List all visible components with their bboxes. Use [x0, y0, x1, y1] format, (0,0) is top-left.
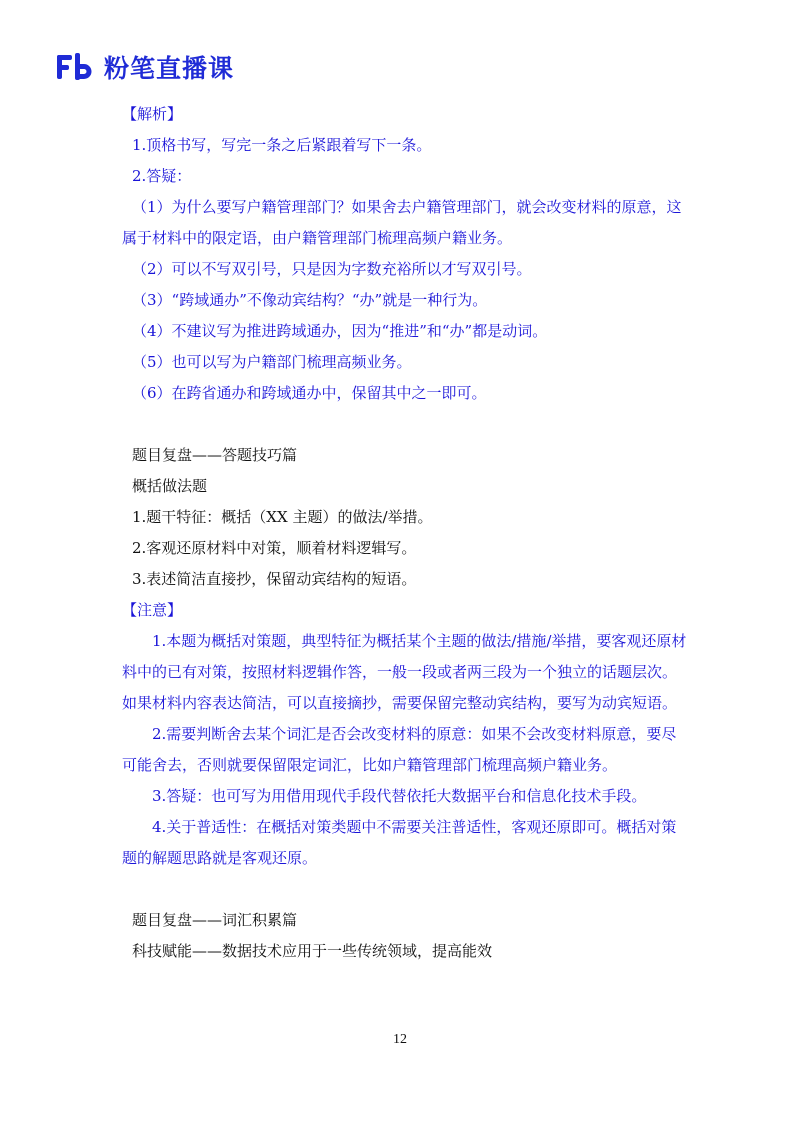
note-paragraph: 4.关于普适性：在概括对策类题中不需要关注普适性，客观还原即可。概括对策题的解题思路就是客观还原。 [122, 818, 677, 867]
spacer [122, 874, 690, 905]
page-number: 12 [393, 1032, 407, 1047]
brand-name: 粉笔直播课 [104, 54, 235, 83]
document-body [122, 99, 690, 967]
fb-logo-icon [56, 52, 94, 82]
section-subtitle: 概括做法题 [132, 477, 208, 495]
vocab-line: 科技赋能——数据技术应用于一些传统领域，提高能效 [132, 942, 493, 960]
analysis-sub-item: （1）为什么要写户籍管理部门？如果舍去户籍管理部门，就会改变材料的原意，这属于材料中的限定语，由户籍管理部门梳理高频户籍业务。 [122, 198, 682, 247]
spacer [122, 409, 690, 440]
skill-point: 2.客观还原材料中对策，顺着材料逻辑写。 [132, 539, 417, 557]
analysis-line: 2.答疑： [132, 167, 192, 185]
skill-point: 3.表述简洁直接抄，保留动宾结构的短语。 [132, 570, 417, 588]
analysis-line: 1.顶格书写，写完一条之后紧跟着写下一条。 [132, 136, 432, 154]
brand-logo [56, 50, 234, 84]
analysis-sub-item: （2）可以不写双引号，只是因为字数充裕所以才写双引号。 [132, 260, 532, 278]
analysis-sub-item: （5）也可以写为户籍部门梳理高频业务。 [132, 353, 412, 371]
analysis-sub-item: （6）在跨省通办和跨域通办中，保留其中之一即可。 [132, 384, 487, 402]
analysis-sub-item: （3）“跨域通办”不像动宾结构？“办”就是一种行为。 [132, 291, 488, 309]
skill-point: 1.题干特征：概括（XX 主题）的做法/举措。 [132, 508, 433, 526]
note-heading: 【注意】 [122, 601, 183, 619]
section-title: 题目复盘——词汇积累篇 [132, 911, 298, 929]
section-title: 题目复盘——答题技巧篇 [132, 446, 298, 464]
note-paragraph: 1.本题为概括对策题，典型特征为概括某个主题的做法/措施/举措，要客观还原材料中的已有对策，按照材料逻辑作答，一般一段或者两三段为一个独立的话题层次。如果材料内容表达简洁，可以直接摘抄，需要保留完整动宾结构，要写为动宾短语。 [122, 632, 687, 712]
analysis-sub-item: （4）不建议写为推进跨域通办，因为“推进”和“办”都是动词。 [132, 322, 548, 340]
note-paragraph: 3.答疑：也可写为用借用现代手段代替依托大数据平台和信息化技术手段。 [152, 787, 647, 805]
analysis-heading: 【解析】 [122, 105, 183, 123]
note-paragraph: 2.需要判断舍去某个词汇是否会改变材料的原意：如果不会改变材料原意，要尽可能舍去，否则就要保留限定词汇，比如户籍管理部门梳理高频户籍业务。 [122, 725, 677, 774]
